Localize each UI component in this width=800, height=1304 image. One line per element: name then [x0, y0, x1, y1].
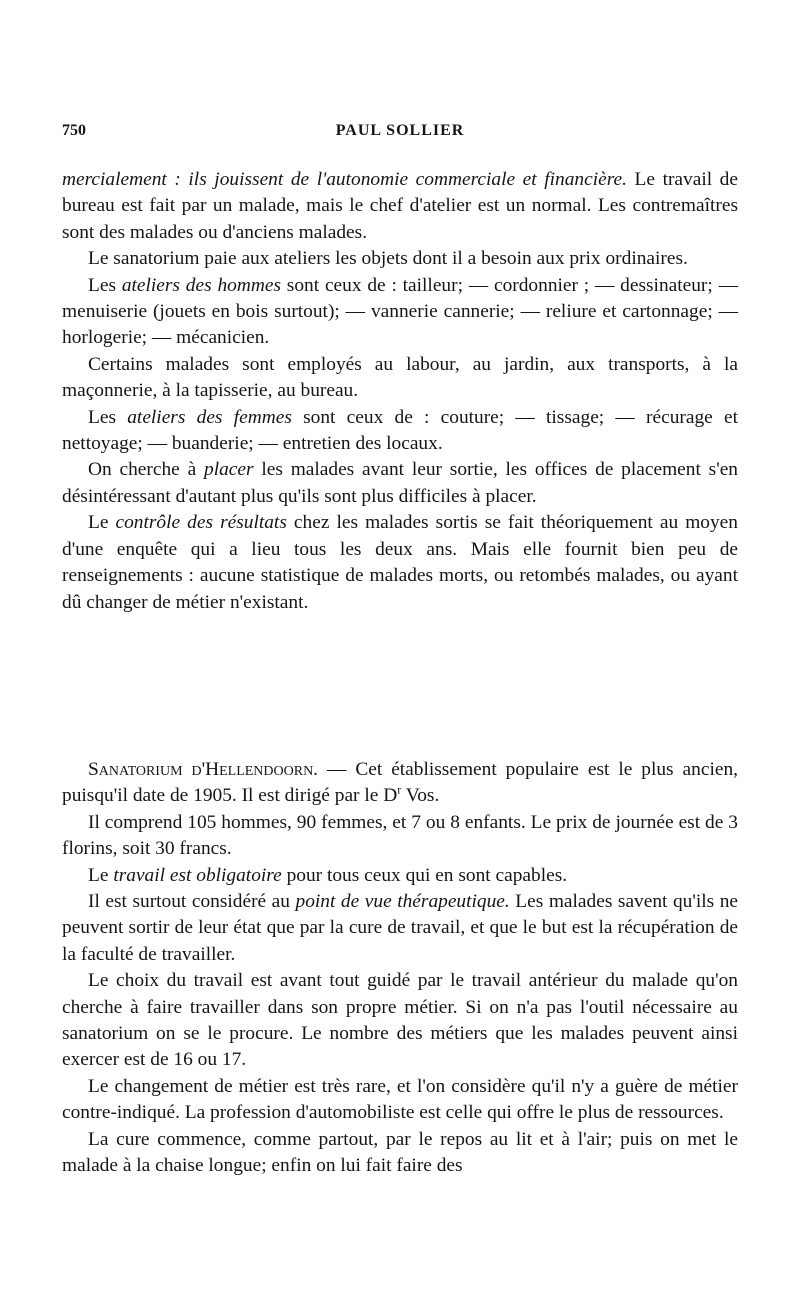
- paragraph: Il est surtout considéré au point de vue thérapeutique. Les malades savent qu'ils ne peuvent sortir de leur état que par la cure de travail, et que le but est la récupération de la faculté de travailler.: [62, 891, 739, 965]
- paragraph: Sanatorium d'Hellendoorn. — Cet établissement populaire est le plus ancien, puisqu'il date de 1905. Il est dirigé par le $D^r$ Vos.: [62, 759, 738, 807]
- paragraph: On cherche à placer les malades avant leur sortie, les offices de placement s'en désintéressant d'autant plus qu'ils sont plus difficiles à placer.: [62, 459, 739, 507]
- italic-phrase: placer: [204, 459, 254, 481]
- running-head: PAUL SOLLIER: [335, 122, 465, 139]
- paragraph: Le travail est obligatoire pour tous ceux qui en sont capables.: [88, 864, 568, 886]
- paragraph: Certains malades sont employés au labour, au jardin, aux transports, à la maçonnerie, à la tapisserie, au bureau.: [62, 353, 738, 402]
- paragraph: Il comprend 105 hommes, 90 femmes, et 7 ou 8 enfants. Le prix de journée est de 3 florins, soit 30 francs.: [62, 811, 738, 860]
- text-section-hellendoorn: [62, 757, 738, 1180]
- text-section-workshops: [62, 167, 738, 616]
- page-header: [62, 120, 738, 146]
- page-number: 750: [62, 122, 86, 139]
- paragraph: Le contrôle des résultats chez les malades sortis se fait théoriquement au moyen d'une enquête qui a lieu tous les deux ans. Mais elle fournit bien peu de renseignements : aucune statistique de malades morts, ou retombés malades, ou ayant dû changer de métier n'existant.: [62, 512, 738, 613]
- paragraph: Les ateliers des hommes sont ceux de : tailleur; — cordonnier ; — dessinateur; — menuiserie (jouets en bois surtout); — vannerie cannerie; — reliure et cartonnage; — horlogerie; — mécanicien.: [62, 274, 738, 349]
- section-heading: Sanatorium d'Hellendoorn.: [88, 759, 319, 780]
- paragraph: Le sanatorium paie aux ateliers les objets dont il a besoin aux prix ordinaires.: [88, 248, 688, 270]
- italic-phrase: ateliers des hommes: [121, 274, 281, 296]
- italic-phrase: travail est obligatoire: [113, 864, 282, 886]
- paragraph: Le changement de métier est très rare, et l'on considère qu'il n'y a guère de métier contre-indiqué. La profession d'automobiliste est celle qui offre le plus de ressources.: [62, 1075, 738, 1124]
- italic-phrase: contrôle des résultats: [115, 512, 287, 534]
- paragraph: Le choix du travail est avant tout guidé par le travail antérieur du malade qu'on cherche à faire travailler dans son propre métier. Si on n'a pas l'outil nécessaire au sanatorium on se le procure. Le nombre des métiers que les malades peuvent ainsi exercer est de 16 ou 17.: [62, 970, 738, 1071]
- paragraph: Les ateliers des femmes sont ceux de : couture; — tissage; — récurage et nettoyage; — buanderie; — entretien des locaux.: [62, 406, 739, 455]
- italic-phrase: mercialement : ils jouissent de l'autonomie commerciale et financière.: [62, 169, 627, 190]
- italic-phrase: point de vue thérapeutique.: [295, 891, 510, 913]
- paragraph: La cure commence, comme partout, par le repos au lit et à l'air; puis on met le malade à la chaise longue; enfin on lui fait faire des: [62, 1128, 738, 1177]
- italic-phrase: ateliers des femmes: [127, 406, 292, 428]
- paragraph: mercialement : ils jouissent de l'autonomie commerciale et financière. Le travail de bureau est fait par un malade, mais le chef d'atelier est un normal. Les contremaîtres sont des malades ou d'anciens malades.: [62, 169, 738, 243]
